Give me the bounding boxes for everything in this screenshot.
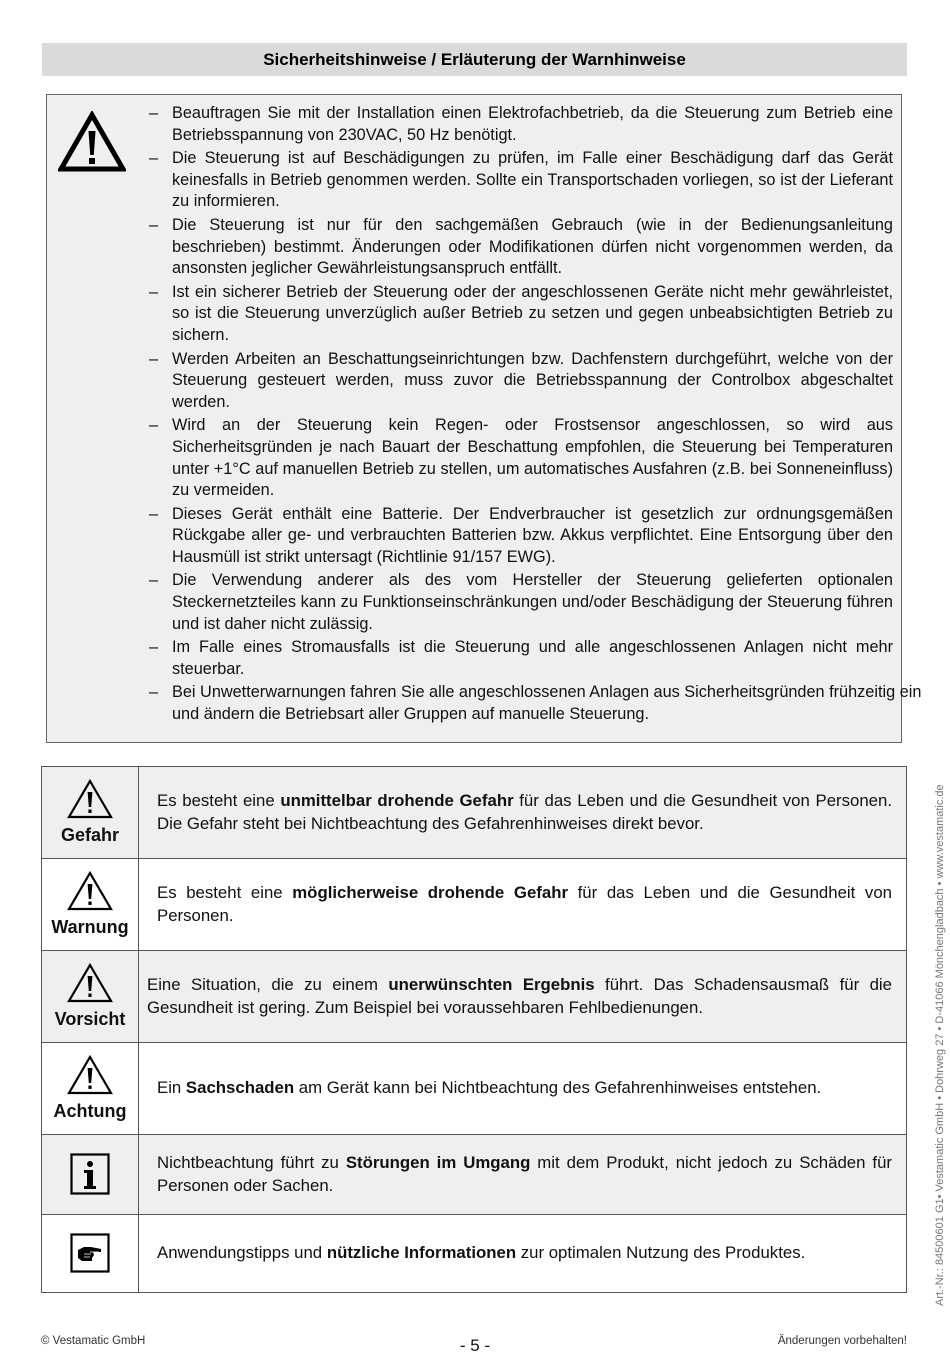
info-icon xyxy=(70,1153,110,1195)
legend-icon-cell xyxy=(42,1135,139,1214)
legend-row-vorsicht xyxy=(42,951,906,1043)
warning-triangle-icon xyxy=(58,111,126,173)
legend-description: Eine Situation, die zu einem unerwünschten Ergebnis führt. Das Schadensausmaß für die Gesundheit ist gering. Zum Beispiel bei voraussehbaren Fehlbedienungen. xyxy=(147,975,892,1017)
footer-disclaimer: Änderungen vorbehalten! xyxy=(777,1335,907,1347)
safety-item: – Im Falle eines Stromausfalls ist die Steuerung und alle angeschlossenen Anlagen nicht mehr steuerbar. xyxy=(149,638,893,678)
legend-description: Anwendungstipps und nützliche Informationen zur optimalen Nutzung des Produktes. xyxy=(157,1243,806,1263)
legend-description: Es besteht eine unmittelbar drohende Gefahr für das Leben und die Gesundheit von Personen. Die Gefahr steht bei Nichtbeachtung des Gefahrenhinweises direkt bevor. xyxy=(157,791,893,833)
safety-item: – Ist ein sicherer Betrieb der Steuerung oder der angeschlossenen Geräte nicht mehr gewährleistet, so ist die Steuerung unverzüglich außer Betrieb zu setzen und gegen unbeabsichtigten Betrieb zu sichern. xyxy=(149,282,893,344)
legend-row-warnung xyxy=(42,859,906,951)
legend-icon-cell xyxy=(42,767,139,858)
warning-triangle-icon xyxy=(67,963,113,1003)
safety-item: – Werden Arbeiten an Beschattungseinrichtungen bzw. Dachfenstern durchgeführt, welche von der Steuerung gesteuert werden, muss zuvor die Betriebsspannung der Controlbox abgeschaltet werden. xyxy=(149,349,893,411)
safety-list xyxy=(147,103,922,728)
page-title: Sicherheitshinweise / Erläuterung der Warnhinweise xyxy=(42,43,907,76)
legend-icon-cell xyxy=(42,859,139,950)
safety-item: – Die Steuerung ist nur für den sachgemäßen Gebrauch (wie in der Bedienungsanleitung beschrieben) bestimmt. Änderungen oder Modifikationen dürfen nicht vorgenommen werden, da ansonsten jeglicher Gewährleistungsanspruch entfällt. xyxy=(149,215,893,278)
legend-description: Ein Sachschaden am Gerät kann bei Nichtbeachtung des Gefahrenhinweises entstehen. xyxy=(157,1078,822,1098)
legend-icon-cell xyxy=(42,1043,139,1134)
legend-row-tip xyxy=(42,1215,906,1293)
side-imprint: Art.-Nr.: 84500601 G1• Vestamatic GmbH • Dohrweg 27 • D-41066 Mönchengladbach • www.vestamatic.de xyxy=(934,784,946,1306)
legend-label: Vorsicht xyxy=(54,1009,126,1029)
legend-label: Achtung xyxy=(53,1101,127,1121)
legend-row-gefahr xyxy=(42,767,906,859)
legend-icon-cell xyxy=(42,1215,139,1292)
legend-icon-cell xyxy=(42,951,139,1042)
safety-item: – Wird an der Steuerung kein Regen- oder Frostsensor angeschlossen, so wird aus Sicherheitsgründen je nach Bauart der Beschattung empfohlen, die Steuerung bei Temperaturen unter +1°C auf manuellen Betrieb zu stellen, um automatisches Ausfahren (z.B. bei Sonneneinfluss) zu vermeiden. xyxy=(149,416,893,500)
legend-label: Warnung xyxy=(51,917,129,937)
warning-triangle-icon xyxy=(67,871,113,911)
legend-row-achtung xyxy=(42,1043,906,1135)
safety-item: – Die Verwendung anderer als des vom Hersteller der Steuerung gelieferten optionalen Steckernetzteiles kann zu Funktionseinschränkungen und/oder Beschädigung der Steuerung führen und ist daher nicht zulässig. xyxy=(149,571,893,633)
legend-label: Gefahr xyxy=(60,825,120,845)
legend-row-info xyxy=(42,1135,906,1215)
warning-triangle-icon xyxy=(67,779,113,819)
safety-item: – Dieses Gerät enthält eine Batterie. Der Endverbraucher ist gesetzlich zur ordnungsgemäßen Rückgabe aller ge- und verbrauchten Batterien bzw. Akkus verpflichtet. Eine Entsorgung über den Hausmüll ist strikt untersagt (Richtlinie 91/157 EWG). xyxy=(149,504,893,566)
footer-copyright: © Vestamatic GmbH xyxy=(41,1335,146,1347)
pointing-hand-icon xyxy=(70,1233,110,1273)
warning-triangle-icon xyxy=(67,1055,113,1095)
safety-item: – Beauftragen Sie mit der Installation einen Elektrofachbetrieb, da die Steuerung zum Betrieb eine Betriebsspannung von 230VAC, 50 Hz benötigt. xyxy=(149,104,893,144)
legend-description: Nichtbeachtung führt zu Störungen im Umgang mit dem Produkt, nicht jedoch zu Schäden für Personen oder Sachen. xyxy=(157,1153,892,1195)
page-number: - 5 - xyxy=(459,1336,491,1355)
safety-item: – Bei Unwetterwarnungen fahren Sie alle angeschlossenen Anlagen aus Sicherheitsgründen frühzeitig ein und ändern die Betriebsart aller Gruppen auf manuelle Steuerung. xyxy=(149,683,922,724)
safety-notice-box xyxy=(46,94,922,743)
safety-item: – Die Steuerung ist auf Beschädigungen zu prüfen, im Falle einer Beschädigung darf das Gerät keinesfalls in Betrieb genommen werden. Sollte ein Transportschaden vorliegen, so ist der Lieferant zu informieren. xyxy=(149,149,893,211)
warning-legend-table xyxy=(41,766,907,1293)
legend-description: Es besteht eine möglicherweise drohende Gefahr für das Leben und die Gesundheit von Personen. xyxy=(157,883,892,925)
